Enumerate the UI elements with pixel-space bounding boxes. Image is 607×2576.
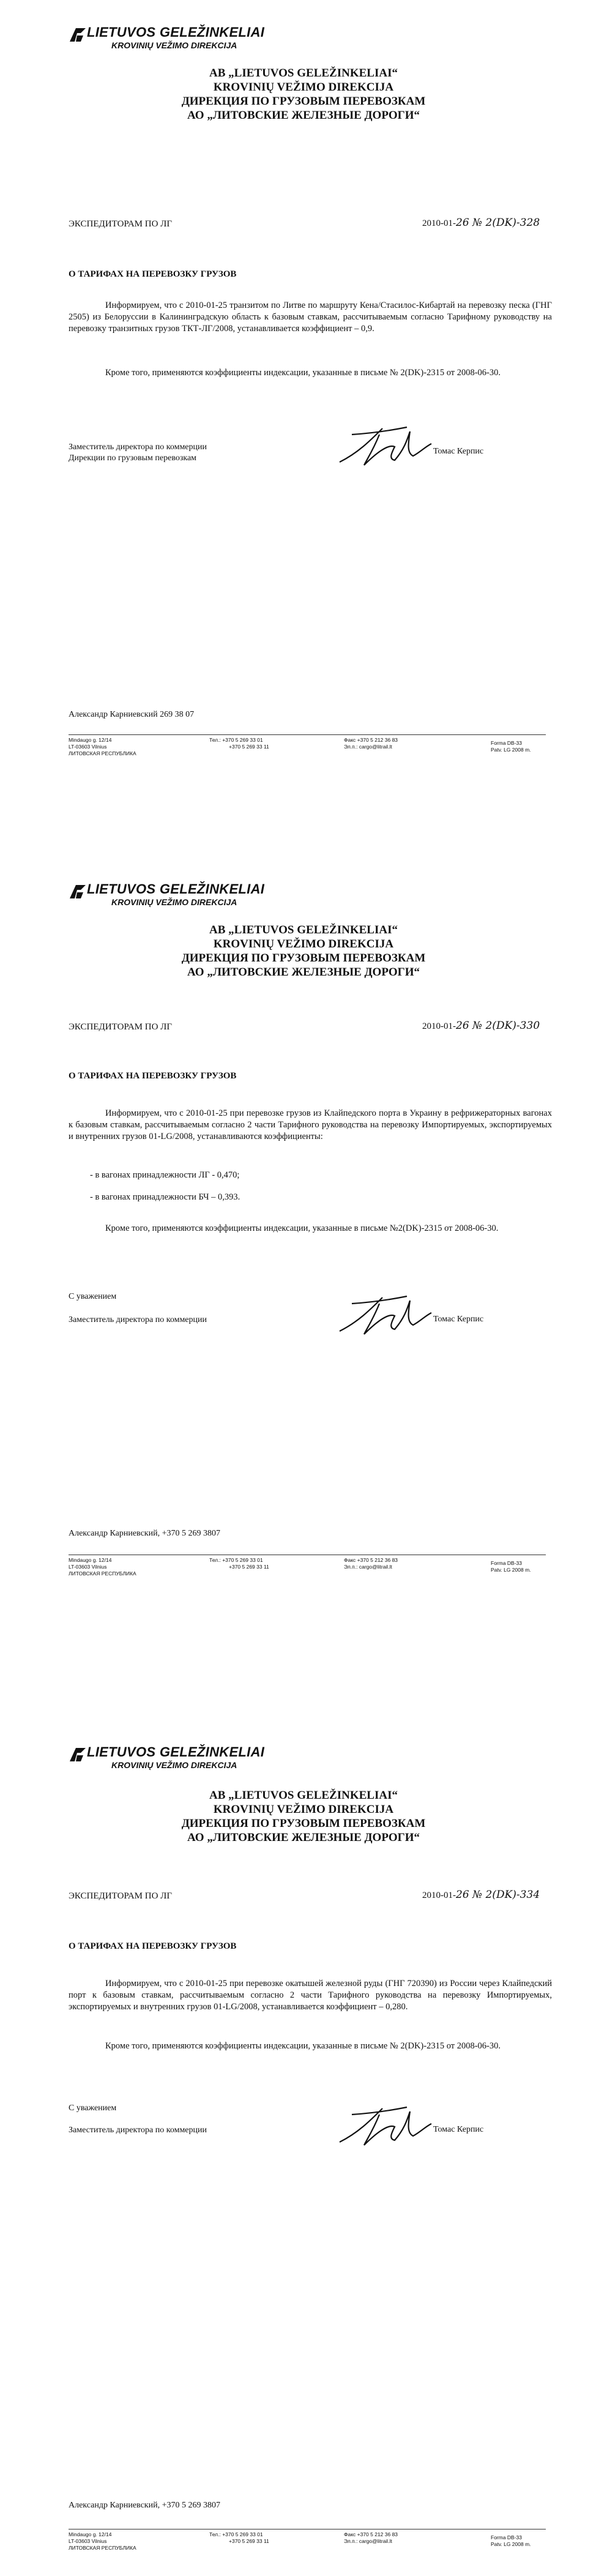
footer-fax: Факс +370 5 212 36 83 (344, 2531, 398, 2537)
logo-brand: LIETUVOS GELEŽINKELIAI (87, 24, 265, 40)
footer-address: Mindaugo g. 12/14 (69, 737, 112, 743)
letter-body (69, 367, 552, 379)
signer-position: Заместитель директора по коммерции (69, 2126, 207, 2135)
date-text: 2010-01- (422, 1021, 456, 1031)
letter-date (422, 1889, 540, 1901)
footer-address: Mindaugo g. 12/14 (69, 2531, 112, 2537)
footer-address: LT-03603 Vilnius (69, 744, 107, 750)
date-text: 2010-01- (422, 1891, 456, 1900)
signer-position (69, 442, 207, 464)
footer-fax: Факс +370 5 212 36 83 (344, 1557, 398, 1563)
handwritten-ref: 26 № 2(DK)-330 (456, 1020, 540, 1032)
letter-footer (69, 734, 546, 760)
footer-phone: Тел.: +370 5 269 33 01 (209, 737, 263, 743)
footer-address: LT-03603 Vilnius (69, 2538, 107, 2544)
letterhead-line: KROVINIŲ VEŽIMO DIREKCIJA (213, 81, 394, 94)
letterhead-line: KROVINIŲ VEŽIMO DIREKCIJA (213, 1803, 394, 1816)
letterhead-line: AB „LIETUVOS GELEŽINKELIAI“ (209, 924, 398, 936)
position-line: Заместитель директора по коммерции (69, 442, 207, 452)
footer-address: ЛИТОВСКАЯ РЕСПУБЛИКА (69, 1570, 136, 1577)
letter-body (69, 1223, 552, 1234)
company-logo (69, 1744, 265, 1774)
date-text: 2010-01- (422, 218, 456, 228)
letter-footer (69, 2529, 546, 2554)
footer-address: ЛИТОВСКАЯ РЕСПУБЛИКА (69, 2545, 136, 2551)
letterhead-line: АО „ЛИТОВСКИЕ ЖЕЛЕЗНЫЕ ДОРОГИ“ (187, 109, 420, 122)
footer-address: LT-03603 Vilnius (69, 1564, 107, 1570)
letterhead (0, 1788, 607, 1845)
letter-page-2 (0, 857, 607, 1714)
greeting: С уважением (69, 1292, 117, 1301)
signer-position: Заместитель директора по коммерции (69, 1315, 207, 1324)
footer-phone: Тел.: +370 5 269 33 01 (209, 2531, 263, 2537)
footer-phone: Тел.: +370 5 269 33 01 (209, 1557, 263, 1563)
signature-icon (333, 2096, 438, 2151)
addressee: ЭКСПЕДИТОРАМ ПО ЛГ (69, 1022, 172, 1032)
letterhead-line: ДИРЕКЦИЯ ПО ГРУЗОВЫМ ПЕРЕВОЗКАМ (181, 95, 426, 108)
body-paragraph: Информируем, что с 2010-01-25 транзитом по Литве по маршруту Кена/Стасилос-Кибартай на перевозку песка (ГНГ 2505) из Белоруссии в Калининградскую область к базовым ставкам, рассчитываемым согласно Тарифному руководству на перевозку транзитных грузов ТКТ-ЛГ/2008, устанавливается коэффициент – 0,9. (69, 301, 552, 334)
letter-page-1 (0, 0, 607, 857)
handwritten-ref: 26 № 2(DK)-328 (456, 217, 540, 229)
logo-brand: LIETUVOS GELEŽINKELIAI (87, 881, 265, 897)
footer-email: Эл.п.: cargo@litrail.lt (344, 1564, 392, 1570)
footer-email: Эл.п.: cargo@litrail.lt (344, 2538, 392, 2544)
contact-person: Александр Карниевский, +370 5 269 3807 (69, 2501, 220, 2510)
handwritten-ref: 26 № 2(DK)-334 (456, 1889, 540, 1901)
company-logo (69, 881, 265, 911)
logo-division: KROVINIŲ VEŽIMO DIREKCIJA (111, 1760, 237, 1770)
body-paragraph: Кроме того, применяются коэффициенты индексации, указанные в письме №2(DK)-2315 от 2008-06-30. (105, 1223, 499, 1233)
footer-phone: +370 5 269 33 11 (229, 744, 269, 750)
footer-phone: +370 5 269 33 11 (229, 1564, 269, 1570)
signature-icon (333, 416, 438, 471)
coefficient-item: - в вагонах принадлежности БЧ – 0,393. (90, 1192, 240, 1202)
letter-date (422, 1020, 540, 1032)
body-paragraph: Информируем, что с 2010-01-25 при перевозке грузов из Клайпедского порта в Украину в рефрижераторных вагонах к базовым ставкам, рассчитываемым согласно 2 части Тарифного руководства на перевозку Импортируемых, экспортируемых и внутренних грузов 01-LG/2008, устанавливаются коэффициенты: (69, 1108, 552, 1141)
letter-footer (69, 1555, 546, 1580)
railway-logo-icon (69, 883, 87, 901)
contact-person: Александр Карниевский 269 38 07 (69, 710, 195, 719)
letter-page-3 (0, 1714, 607, 2576)
signer-name: Томас Керпис (433, 1315, 484, 1324)
addressee: ЭКСПЕДИТОРАМ ПО ЛГ (69, 219, 172, 229)
letterhead-line: ДИРЕКЦИЯ ПО ГРУЗОВЫМ ПЕРЕВОЗКАМ (181, 952, 426, 965)
letterhead-line: KROVINIŲ VEŽIMO DIREKCIJA (213, 938, 394, 950)
letter-title: О ТАРИФАХ НА ПЕРЕВОЗКУ ГРУЗОВ (69, 1071, 237, 1081)
letterhead-line: AB „LIETUVOS GELEŽINKELIAI“ (209, 67, 398, 80)
letter-title: О ТАРИФАХ НА ПЕРЕВОЗКУ ГРУЗОВ (69, 1941, 237, 1951)
letterhead-line: АО „ЛИТОВСКИЕ ЖЕЛЕЗНЫЕ ДОРОГИ“ (187, 1831, 420, 1844)
body-paragraph: Кроме того, применяются коэффициенты индексации, указанные в письме № 2(DK)-2315 от 2008-06-30. (105, 368, 501, 378)
coefficient-item: - в вагонах принадлежности ЛГ - 0,470; (90, 1170, 240, 1180)
letterhead (0, 923, 607, 979)
company-logo (69, 24, 265, 54)
railway-logo-icon (69, 26, 87, 44)
logo-division: KROVINIŲ VEŽIMO DIREKCIJA (111, 40, 237, 50)
letter-date (422, 217, 540, 229)
footer-form: Forma DB-33 (491, 740, 523, 746)
signer-name: Томас Керпис (433, 447, 484, 456)
letter-title: О ТАРИФАХ НА ПЕРЕВОЗКУ ГРУЗОВ (69, 269, 237, 279)
signer-name: Томас Керпис (433, 2125, 484, 2134)
letterhead-line: АО „ЛИТОВСКИЕ ЖЕЛЕЗНЫЕ ДОРОГИ“ (187, 966, 420, 979)
body-paragraph: Кроме того, применяются коэффициенты индексации, указанные в письме № 2(DK)-2315 от 2008-06-30. (105, 2041, 501, 2051)
addressee: ЭКСПЕДИТОРАМ ПО ЛГ (69, 1891, 172, 1901)
footer-email: Эл.п.: cargo@litrail.lt (344, 744, 392, 750)
letter-body (69, 1108, 552, 1143)
contact-person: Александр Карниевский, +370 5 269 3807 (69, 1529, 220, 1538)
letter-body (69, 300, 552, 335)
signature-icon (333, 1285, 438, 1340)
footer-form: Patv. LG 2008 m. (491, 1567, 531, 1573)
footer-address: ЛИТОВСКАЯ РЕСПУБЛИКА (69, 750, 136, 756)
footer-phone: +370 5 269 33 11 (229, 2538, 269, 2544)
position-line: Дирекции по грузовым перевозкам (69, 454, 197, 463)
footer-form: Forma DB-33 (491, 1560, 523, 1566)
footer-address: Mindaugo g. 12/14 (69, 1557, 112, 1563)
logo-division: KROVINIŲ VEŽIMO DIREKCIJA (111, 897, 237, 907)
letterhead-line: AB „LIETUVOS GELEŽINKELIAI“ (209, 1789, 398, 1802)
footer-fax: Факс +370 5 212 36 83 (344, 737, 398, 743)
letter-body (69, 2040, 552, 2052)
railway-logo-icon (69, 1745, 87, 1764)
letterhead (0, 66, 607, 122)
letter-body (69, 1978, 552, 2013)
letterhead-line: ДИРЕКЦИЯ ПО ГРУЗОВЫМ ПЕРЕВОЗКАМ (181, 1817, 426, 1830)
logo-brand: LIETUVOS GELEŽINKELIAI (87, 1744, 265, 1760)
footer-form: Patv. LG 2008 m. (491, 747, 531, 753)
body-paragraph: Информируем, что с 2010-01-25 при перевозке окатышей железной руды (ГНГ 720390) из России через Клайпедский порт к базовым ставкам, рассчитываемым согласно 2 части Тарифного руководства на перевозку Импортируемых, экспортируемых и внутренних грузов 01-LG/2008, устанавливается коэффициент – 0,280. (69, 1979, 552, 2012)
footer-form: Forma DB-33 (491, 2534, 523, 2541)
footer-form: Patv. LG 2008 m. (491, 2541, 531, 2547)
greeting: С уважением (69, 2104, 117, 2113)
